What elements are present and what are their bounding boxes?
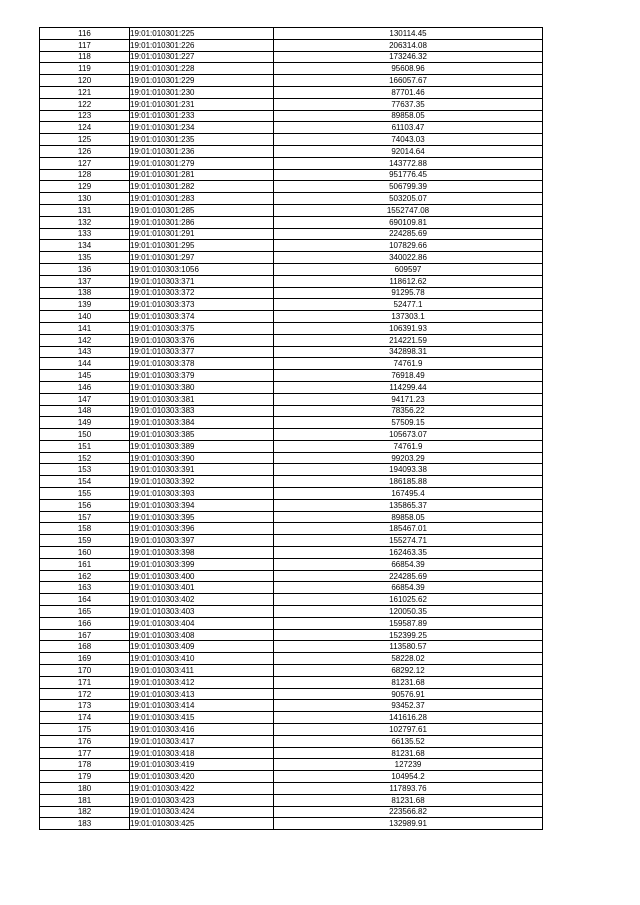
cadastral-number-cell: 19:01:010303:404 [130,617,274,629]
cadastral-number-cell: 19:01:010303:396 [130,523,274,535]
value-cell: 117893.76 [274,783,543,795]
row-number-cell: 125 [40,134,130,146]
row-number-cell: 123 [40,110,130,122]
table-row [40,759,543,771]
cadastral-number-cell: 19:01:010301:233 [130,110,274,122]
row-number-cell: 174 [40,712,130,724]
value-cell: 118612.62 [274,275,543,287]
value-cell: 161025.62 [274,594,543,606]
value-cell: 159587.89 [274,617,543,629]
cadastral-number-cell: 19:01:010301:229 [130,75,274,87]
table-row [40,794,543,806]
cadastral-number-cell: 19:01:010303:372 [130,287,274,299]
table-row [40,86,543,98]
table-row [40,287,543,299]
value-cell: 155274.71 [274,535,543,547]
table-row [40,322,543,334]
row-number-cell: 171 [40,676,130,688]
row-number-cell: 151 [40,440,130,452]
cadastral-number-cell: 19:01:010303:392 [130,476,274,488]
value-cell: 74761.9 [274,358,543,370]
row-number-cell: 131 [40,204,130,216]
cadastral-number-cell: 19:01:010303:385 [130,429,274,441]
table-row [40,122,543,134]
table-row [40,193,543,205]
row-number-cell: 148 [40,405,130,417]
value-cell: 130114.45 [274,28,543,40]
value-cell: 52477.1 [274,299,543,311]
cadastral-number-cell: 19:01:010303:378 [130,358,274,370]
value-cell: 81231.68 [274,747,543,759]
cadastral-number-cell: 19:01:010303:374 [130,311,274,323]
table-row [40,735,543,747]
cadastral-number-cell: 19:01:010301:295 [130,240,274,252]
row-number-cell: 138 [40,287,130,299]
cadastral-number-cell: 19:01:010303:371 [130,275,274,287]
row-number-cell: 182 [40,806,130,818]
value-cell: 61103.47 [274,122,543,134]
value-cell: 186185.88 [274,476,543,488]
value-cell: 57509.15 [274,417,543,429]
cadastral-number-cell: 19:01:010303:415 [130,712,274,724]
row-number-cell: 150 [40,429,130,441]
table-row [40,275,543,287]
table-row [40,676,543,688]
cadastral-number-cell: 19:01:010303:375 [130,322,274,334]
value-cell: 77637.35 [274,98,543,110]
row-number-cell: 116 [40,28,130,40]
table-row [40,204,543,216]
row-number-cell: 159 [40,535,130,547]
row-number-cell: 128 [40,169,130,181]
cadastral-number-cell: 19:01:010303:398 [130,547,274,559]
cadastral-number-cell: 19:01:010301:225 [130,28,274,40]
table-row [40,440,543,452]
table-row [40,700,543,712]
table-row [40,370,543,382]
value-cell: 162463.35 [274,547,543,559]
row-number-cell: 139 [40,299,130,311]
table-row [40,783,543,795]
value-cell: 214221.59 [274,334,543,346]
row-number-cell: 154 [40,476,130,488]
cadastral-number-cell: 19:01:010303:399 [130,558,274,570]
table-row [40,771,543,783]
cadastral-number-cell: 19:01:010301:279 [130,157,274,169]
row-number-cell: 177 [40,747,130,759]
value-cell: 152399.25 [274,629,543,641]
cadastral-number-cell: 19:01:010303:380 [130,381,274,393]
table-row [40,334,543,346]
row-number-cell: 170 [40,665,130,677]
cadastral-number-cell: 19:01:010303:409 [130,641,274,653]
row-number-cell: 121 [40,86,130,98]
row-number-cell: 168 [40,641,130,653]
row-number-cell: 132 [40,216,130,228]
cadastral-number-cell: 19:01:010301:235 [130,134,274,146]
cadastral-number-cell: 19:01:010301:236 [130,145,274,157]
value-cell: 106391.93 [274,322,543,334]
row-number-cell: 141 [40,322,130,334]
table-row [40,169,543,181]
value-cell: 104954.2 [274,771,543,783]
table-row [40,429,543,441]
cadastral-number-cell: 19:01:010301:231 [130,98,274,110]
value-cell: 167495.4 [274,488,543,500]
cadastral-number-cell: 19:01:010303:411 [130,665,274,677]
row-number-cell: 130 [40,193,130,205]
row-number-cell: 160 [40,547,130,559]
value-cell: 120050.35 [274,606,543,618]
table-row [40,98,543,110]
table-row [40,216,543,228]
table-row [40,145,543,157]
value-cell: 92014.64 [274,145,543,157]
table-row [40,641,543,653]
row-number-cell: 180 [40,783,130,795]
row-number-cell: 124 [40,122,130,134]
table-row [40,724,543,736]
cadastral-number-cell: 19:01:010301:230 [130,86,274,98]
cadastral-number-cell: 19:01:010303:419 [130,759,274,771]
table-row [40,488,543,500]
row-number-cell: 145 [40,370,130,382]
row-number-cell: 155 [40,488,130,500]
table-row [40,712,543,724]
cadastral-number-cell: 19:01:010303:390 [130,452,274,464]
table-row [40,476,543,488]
cadastral-number-cell: 19:01:010303:377 [130,346,274,358]
value-cell: 74043.03 [274,134,543,146]
table-row [40,134,543,146]
cadastral-number-cell: 19:01:010303:383 [130,405,274,417]
cadastral-number-cell: 19:01:010301:291 [130,228,274,240]
table-row [40,464,543,476]
table-row [40,417,543,429]
row-number-cell: 152 [40,452,130,464]
table-row [40,346,543,358]
value-cell: 107829.66 [274,240,543,252]
row-number-cell: 163 [40,582,130,594]
row-number-cell: 179 [40,771,130,783]
row-number-cell: 119 [40,63,130,75]
table-row [40,582,543,594]
row-number-cell: 176 [40,735,130,747]
cadastral-number-cell: 19:01:010303:417 [130,735,274,747]
cadastral-number-cell: 19:01:010303:400 [130,570,274,582]
row-number-cell: 140 [40,311,130,323]
row-number-cell: 173 [40,700,130,712]
row-number-cell: 118 [40,51,130,63]
row-number-cell: 129 [40,181,130,193]
cadastral-number-cell: 19:01:010303:389 [130,440,274,452]
value-cell: 143772.88 [274,157,543,169]
row-number-cell: 147 [40,393,130,405]
row-number-cell: 181 [40,794,130,806]
table-row [40,535,543,547]
row-number-cell: 142 [40,334,130,346]
row-number-cell: 169 [40,653,130,665]
table-row [40,181,543,193]
cadastral-number-cell: 19:01:010303:420 [130,771,274,783]
table-row [40,511,543,523]
value-cell: 1552747.08 [274,204,543,216]
table-row [40,665,543,677]
table-row [40,381,543,393]
table-row [40,806,543,818]
value-cell: 66854.39 [274,558,543,570]
cadastral-number-cell: 19:01:010303:422 [130,783,274,795]
table-row [40,228,543,240]
row-number-cell: 161 [40,558,130,570]
value-cell: 135865.37 [274,499,543,511]
row-number-cell: 127 [40,157,130,169]
value-cell: 87701.46 [274,86,543,98]
value-cell: 81231.68 [274,676,543,688]
value-cell: 89858.05 [274,110,543,122]
table-row [40,28,543,40]
row-number-cell: 117 [40,39,130,51]
cadastral-number-cell: 19:01:010303:391 [130,464,274,476]
value-cell: 342898.31 [274,346,543,358]
value-cell: 114299.44 [274,381,543,393]
value-cell: 951776.45 [274,169,543,181]
value-cell: 76918.49 [274,370,543,382]
value-cell: 105673.07 [274,429,543,441]
value-cell: 224285.69 [274,228,543,240]
cadastral-number-cell: 19:01:010303:403 [130,606,274,618]
cadastral-number-cell: 19:01:010303:424 [130,806,274,818]
value-cell: 66135.52 [274,735,543,747]
cadastral-number-cell: 19:01:010301:283 [130,193,274,205]
row-number-cell: 166 [40,617,130,629]
data-table [39,27,543,830]
value-cell: 127239 [274,759,543,771]
cadastral-number-cell: 19:01:010301:226 [130,39,274,51]
cadastral-number-cell: 19:01:010303:414 [130,700,274,712]
row-number-cell: 122 [40,98,130,110]
value-cell: 340022.86 [274,252,543,264]
row-number-cell: 144 [40,358,130,370]
row-number-cell: 133 [40,228,130,240]
row-number-cell: 157 [40,511,130,523]
value-cell: 206314.08 [274,39,543,51]
value-cell: 90576.91 [274,688,543,700]
value-cell: 66854.39 [274,582,543,594]
table-row [40,570,543,582]
cadastral-number-cell: 19:01:010301:281 [130,169,274,181]
table-row [40,311,543,323]
cadastral-number-cell: 19:01:010303:413 [130,688,274,700]
table-row [40,39,543,51]
value-cell: 609597 [274,263,543,275]
row-number-cell: 167 [40,629,130,641]
value-cell: 132989.91 [274,818,543,830]
cadastral-number-cell: 19:01:010303:425 [130,818,274,830]
cadastral-number-cell: 19:01:010303:423 [130,794,274,806]
table-row [40,688,543,700]
value-cell: 94171.23 [274,393,543,405]
cadastral-number-cell: 19:01:010303:376 [130,334,274,346]
value-cell: 137303.1 [274,311,543,323]
cadastral-number-cell: 19:01:010301:228 [130,63,274,75]
row-number-cell: 172 [40,688,130,700]
value-cell: 58228.02 [274,653,543,665]
value-cell: 194093.38 [274,464,543,476]
table-row [40,240,543,252]
table-row [40,405,543,417]
cadastral-number-cell: 19:01:010303:393 [130,488,274,500]
value-cell: 690109.81 [274,216,543,228]
value-cell: 166057.67 [274,75,543,87]
table-row [40,75,543,87]
value-cell: 91295.78 [274,287,543,299]
cadastral-number-cell: 19:01:010303:384 [130,417,274,429]
table-row [40,653,543,665]
row-number-cell: 143 [40,346,130,358]
value-cell: 74761.9 [274,440,543,452]
row-number-cell: 175 [40,724,130,736]
table-row [40,299,543,311]
table-row [40,558,543,570]
row-number-cell: 134 [40,240,130,252]
table-row [40,63,543,75]
row-number-cell: 156 [40,499,130,511]
table-row [40,547,543,559]
cadastral-number-cell: 19:01:010301:285 [130,204,274,216]
row-number-cell: 149 [40,417,130,429]
cadastral-number-cell: 19:01:010301:282 [130,181,274,193]
row-number-cell: 137 [40,275,130,287]
table-row [40,252,543,264]
value-cell: 102797.61 [274,724,543,736]
table-row [40,358,543,370]
cadastral-number-cell: 19:01:010303:402 [130,594,274,606]
row-number-cell: 135 [40,252,130,264]
cadastral-number-cell: 19:01:010303:408 [130,629,274,641]
cadastral-number-cell: 19:01:010303:412 [130,676,274,688]
table-row [40,452,543,464]
value-cell: 99203.29 [274,452,543,464]
row-number-cell: 146 [40,381,130,393]
table-row [40,523,543,535]
table-row [40,110,543,122]
value-cell: 81231.68 [274,794,543,806]
value-cell: 113580.57 [274,641,543,653]
value-cell: 78356.22 [274,405,543,417]
table-row [40,747,543,759]
value-cell: 89858.05 [274,511,543,523]
row-number-cell: 158 [40,523,130,535]
row-number-cell: 153 [40,464,130,476]
value-cell: 185467.01 [274,523,543,535]
cadastral-number-cell: 19:01:010303:418 [130,747,274,759]
value-cell: 68292.12 [274,665,543,677]
table-row [40,157,543,169]
table-row [40,51,543,63]
value-cell: 506799.39 [274,181,543,193]
table-row [40,629,543,641]
table-row [40,617,543,629]
table-row [40,818,543,830]
cadastral-number-cell: 19:01:010303:410 [130,653,274,665]
row-number-cell: 162 [40,570,130,582]
value-cell: 223566.82 [274,806,543,818]
value-cell: 224285.69 [274,570,543,582]
cadastral-number-cell: 19:01:010303:1056 [130,263,274,275]
table-row [40,499,543,511]
row-number-cell: 136 [40,263,130,275]
cadastral-number-cell: 19:01:010303:397 [130,535,274,547]
cadastral-number-cell: 19:01:010301:286 [130,216,274,228]
cadastral-number-cell: 19:01:010303:381 [130,393,274,405]
table-row [40,393,543,405]
value-cell: 141616.28 [274,712,543,724]
cadastral-number-cell: 19:01:010303:379 [130,370,274,382]
cadastral-number-cell: 19:01:010303:401 [130,582,274,594]
cadastral-number-cell: 19:01:010301:297 [130,252,274,264]
cadastral-number-cell: 19:01:010303:416 [130,724,274,736]
cadastral-number-cell: 19:01:010301:227 [130,51,274,63]
value-cell: 503205.07 [274,193,543,205]
value-cell: 173246.32 [274,51,543,63]
cadastral-number-cell: 19:01:010303:373 [130,299,274,311]
table-row [40,263,543,275]
row-number-cell: 183 [40,818,130,830]
row-number-cell: 164 [40,594,130,606]
table-row [40,594,543,606]
row-number-cell: 120 [40,75,130,87]
value-cell: 95608.96 [274,63,543,75]
table-body [40,28,543,830]
row-number-cell: 165 [40,606,130,618]
row-number-cell: 126 [40,145,130,157]
value-cell: 93452.37 [274,700,543,712]
cadastral-number-cell: 19:01:010303:395 [130,511,274,523]
row-number-cell: 178 [40,759,130,771]
table-row [40,606,543,618]
cadastral-number-cell: 19:01:010301:234 [130,122,274,134]
cadastral-number-cell: 19:01:010303:394 [130,499,274,511]
